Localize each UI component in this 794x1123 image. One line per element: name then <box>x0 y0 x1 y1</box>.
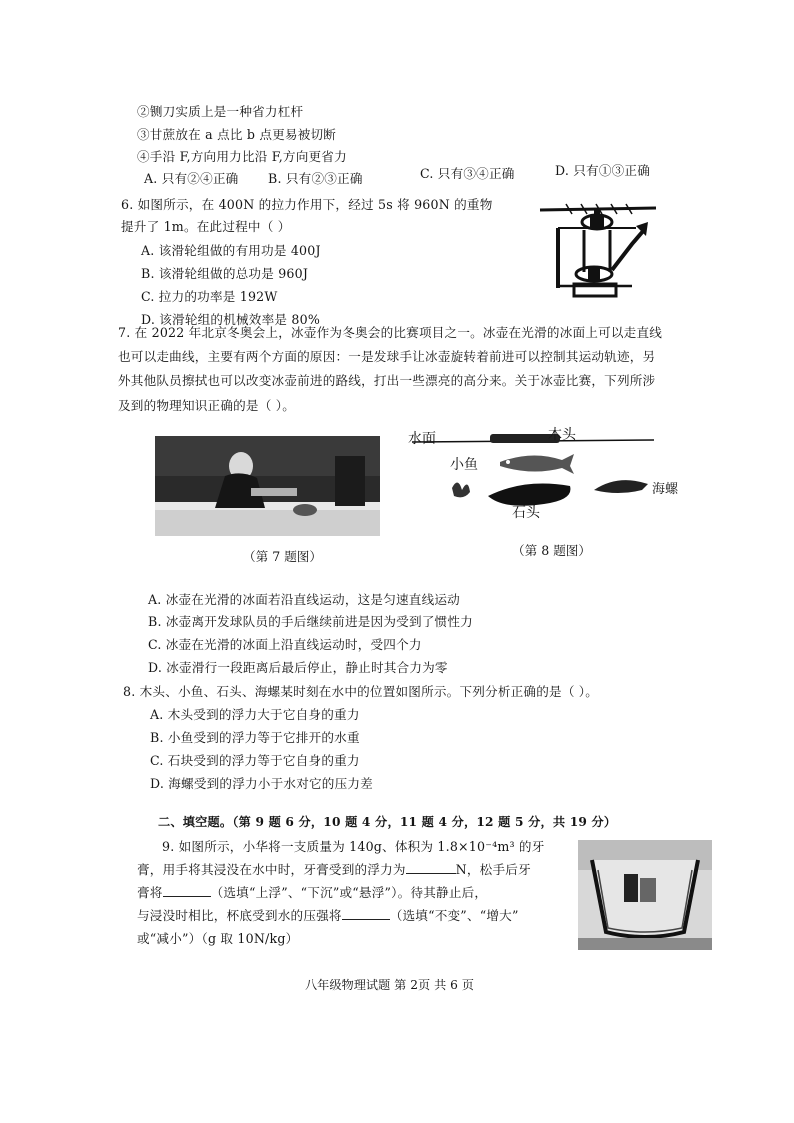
q6-option-b: B. 该滑轮组做的总功是 960J <box>141 266 309 281</box>
q6-stem-line2: 提升了 1m。在此过程中（ ） <box>121 219 291 234</box>
q9-line4-text-a: 与浸没时相比，杯底受到水的压强将 <box>137 908 342 923</box>
q7-stem-line3: 外其他队员擦拭也可以改变冰壶前进的路线，打出一些漂亮的高分来。关于冰壶比赛，下列所涉 <box>118 373 656 388</box>
q6-stem-line1: 6. 如图所示，在 400N 的拉力作用下，经过 5s 将 960N 的重物 <box>121 197 493 212</box>
q6-option-c: C. 拉力的功率是 192W <box>141 289 278 304</box>
section-2-title: 二、填空题。（第 9 题 6 分，10 题 4 分，11 题 4 分，12 题 5 分，共 19 分） <box>158 815 617 829</box>
q8-label-wood: 木头 <box>548 427 576 443</box>
q8-option-c: C. 石块受到的浮力等于它自身的重力 <box>150 753 360 768</box>
q7-figure-caption: （第 7 题图） <box>243 549 322 564</box>
q6-option-a: A. 该滑轮组做的有用功是 400J <box>141 243 321 258</box>
q9-line5: 或“减小”）（g 取 10N/kg） <box>137 931 299 946</box>
q5-option-c: C. 只有③④正确 <box>420 166 515 181</box>
q9-line3 <box>137 884 487 902</box>
q9-blank-buoyancy[interactable] <box>406 873 456 874</box>
q8-figure-caption: （第 8 题图） <box>512 543 591 558</box>
q9-line2-text-b: N，松手后牙 <box>455 862 531 877</box>
q9-line2 <box>137 861 531 879</box>
q7-option-c: C. 冰壶在光滑的冰面上沿直线运动时，受四个力 <box>148 637 422 652</box>
q5-statement-3: ③甘蔗放在 a 点比 b 点更易被切断 <box>137 127 337 142</box>
q8-label-fish: 小鱼 <box>450 457 478 473</box>
q8-label-snail: 海螺 <box>652 482 679 497</box>
q7-stem-line1: 7. 在 2022 年北京冬奥会上，冰壶作为冬奥会的比赛项目之一。冰壶在光滑的冰面上可以走直线 <box>118 325 663 340</box>
q7-curling-photo <box>155 436 380 536</box>
page-footer: 八年级物理试题 第 2页 共 6 页 <box>305 978 474 992</box>
q5-option-b: B. 只有②③正确 <box>268 171 363 186</box>
q8-option-b: B. 小鱼受到的浮力等于它排开的水重 <box>150 730 360 745</box>
q9-line3-text-a: 膏将 <box>137 885 163 900</box>
q7-stem-line4: 及到的物理知识正确的是（ ）。 <box>118 398 296 413</box>
q8-label-water-surface: 水面 <box>408 431 436 447</box>
q5-option-a: A. 只有②④正确 <box>144 171 239 186</box>
q9-blank-motion[interactable] <box>163 896 211 897</box>
q6-option-d: D. 该滑轮组的机械效率是 80% <box>141 312 320 327</box>
q9-toothpaste-photo <box>578 840 712 950</box>
q8-option-a: A. 木头受到的浮力大于它自身的重力 <box>150 707 360 722</box>
q5-statement-2: ②铡刀实质上是一种省力杠杆 <box>137 104 304 119</box>
q7-stem-line2: 也可以走曲线，主要有两个方面的原因：一是发球手让冰壶旋转着前进可以控制其运动轨迹，另 <box>118 349 656 364</box>
q8-option-d: D. 海螺受到的浮力小于水对它的压力差 <box>150 776 373 791</box>
q8-water-figure <box>404 420 694 520</box>
q8-stem: 8. 木头、小鱼、石头、海螺某时刻在水中的位置如图所示。下列分析正确的是（ ）。 <box>123 684 599 699</box>
q9-line4-text-b: （选填“不变”、“增大” <box>389 908 519 923</box>
q9-line1: 9. 如图所示，小华将一支质量为 140g、体积为 1.8×10⁻⁴m³ 的牙 <box>162 839 545 854</box>
q6-pulley-figure <box>536 200 666 300</box>
q7-option-d: D. 冰壶滑行一段距离后最后停止，静止时其合力为零 <box>148 660 448 675</box>
q7-option-b: B. 冰壶离开发球队员的手后继续前进是因为受到了惯性力 <box>148 614 473 629</box>
q9-line2-text-a: 膏，用手将其浸没在水中时，牙膏受到的浮力为 <box>137 862 406 877</box>
q9-line3-text-b: （选填“上浮”、“下沉”或“悬浮”）。待其静止后， <box>210 885 488 900</box>
q5-option-d: D. 只有①③正确 <box>555 163 651 178</box>
q7-option-a: A. 冰壶在光滑的冰面若沿直线运动，这是匀速直线运动 <box>148 592 460 607</box>
q5-statement-4: ④手沿 F,方向用力比沿 F,方向更省力 <box>137 149 347 164</box>
q9-blank-pressure[interactable] <box>342 919 390 920</box>
q9-line4 <box>137 907 519 925</box>
q8-label-stone: 石头 <box>512 505 540 521</box>
